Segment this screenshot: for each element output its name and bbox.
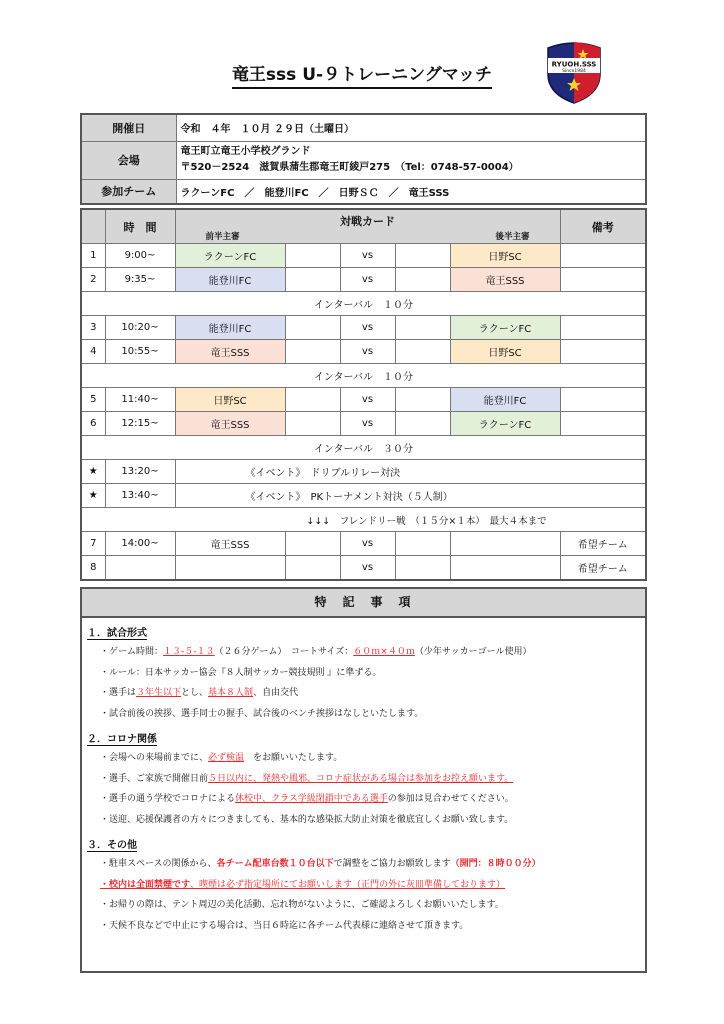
home-team: 竜王SSS xyxy=(175,412,285,436)
friendly-announcement: ↓↓↓ フレンドリー戦 （１５分×１本） 最大４本まで xyxy=(81,508,646,532)
away-team xyxy=(450,556,560,581)
table-row: 4 10:55~ 竜王SSS vs 日野SC xyxy=(81,340,646,364)
home-team: 能登川FC xyxy=(175,316,285,340)
interval-row: インターバル ３０分 xyxy=(81,436,646,460)
emblem-since: Since1984 xyxy=(562,69,586,74)
teams-value: ラクーンFC ／ 能登川FC ／ 日野ＳＣ ／ 竜王SSS xyxy=(176,179,646,204)
col-time: 時 間 xyxy=(105,209,175,244)
home-team: 竜王SSS xyxy=(175,340,285,364)
teams-label: 参加チーム xyxy=(81,179,176,204)
col-first-referee: 前半主審 xyxy=(205,232,240,242)
table-row: 2 9:35~ 能登川FC vs 竜王SSS xyxy=(81,268,646,292)
event-row: ★ 13:20~ 《イベント》 ドリブルリレー対決 xyxy=(81,460,646,484)
home-team: 竜王SSS xyxy=(175,532,285,556)
notes-header: 特 記 事 項 xyxy=(82,589,645,618)
table-row: 6 12:15~ 竜王SSS vs ラクーンFC xyxy=(81,412,646,436)
venue-name: 竜王町立竜王小学校グランド xyxy=(180,146,311,157)
date-value: 令和 ４年 １０月 ２９日（土曜日） xyxy=(176,114,646,141)
venue-address: 〒520－2524 滋賀県蒲生郡竜王町綾戸275 （Tel：0748-57-0004） xyxy=(180,162,519,173)
col-notes: 備考 xyxy=(560,209,646,244)
interval-row: インターバル １０分 xyxy=(81,292,646,316)
event-info-table xyxy=(80,113,647,205)
interval-row: インターバル １０分 xyxy=(81,364,646,388)
date-label: 開催日 xyxy=(81,114,176,141)
table-row: 3 10:20~ 能登川FC vs ラクーンFC xyxy=(81,316,646,340)
club-emblem xyxy=(545,40,603,104)
col-match: 対戦カード xyxy=(340,215,395,228)
away-team: 日野SC xyxy=(450,244,560,268)
away-team: 能登川FC xyxy=(450,388,560,412)
home-team: 能登川FC xyxy=(175,268,285,292)
away-team: 竜王SSS xyxy=(450,268,560,292)
page-title: 竜王sss U-９トレーニングマッチ xyxy=(0,60,724,85)
away-team: ラクーンFC xyxy=(450,316,560,340)
star-mark: ★ xyxy=(81,484,105,508)
table-row: 5 11:40~ 日野SC vs 能登川FC xyxy=(81,388,646,412)
section-match-format: １．試合形式 xyxy=(87,628,147,639)
special-notes-box: 特 記 事 項 １．試合形式 ・ゲーム時間：１３-５-１３（２６分ゲーム） コートサイズ：６０ｍ×４０ｍ（少年サッカーゴール使用） ・ルール：日本サッカー協会『８人制サッカー競技規則 』に準ずる。 ・選手は３年生以下とし、基本８人制、自由交代 ・試合前後の挨拶、選手同士の握手、試合後のベンチ挨拶はなしといたします。 ２．コロナ関係 ・会場への来場前までに、必ず検温 をお願いいたします。 ・選手、ご家族で開催日前５日以内に、発熱や風邪、コロナ症状がある場合は参加をお控え願います。 ・選手の通う学校でコロナによる休校中、クラス学級閉鎖中である選手の参加は見合わせてください。 ・送迎、応援保護者の方々につきましても、基本的な感染拡大防止対策を徹底宜しくお願い致します。 ３．その他 ・駐車スペースの関係から、各チーム配車台数１０台以下で調整をご協力お願致します（開門：８時００分） ・校内は全面禁煙です、喫煙は必ず指定場所にてお願いします（正門の外に灰皿準備しております） ・お帰りの際は、テント周辺の美化活動、忘れ物がないように、ご確認よろしくお願いいたします。 ・天候不良などで中止にする場合は、当日６時迄に各チーム代表様に連絡させて頂きます。 xyxy=(80,587,647,973)
home-team xyxy=(175,556,285,581)
match-schedule-table xyxy=(80,208,647,581)
away-team: 日野SC xyxy=(450,340,560,364)
venue-label: 会場 xyxy=(81,141,176,179)
event-row: ★ 13:40~ 《イベント》 PKトーナメント対決（５人制） xyxy=(81,484,646,508)
table-row: 1 9:00~ ラクーンFC vs 日野SC xyxy=(81,244,646,268)
col-second-referee: 後半主審 xyxy=(495,232,530,242)
home-team: 日野SC xyxy=(175,388,285,412)
star-mark: ★ xyxy=(81,460,105,484)
section-other: ３．その他 xyxy=(87,840,137,851)
section-covid: ２．コロナ関係 xyxy=(87,734,157,745)
home-team: ラクーンFC xyxy=(175,244,285,268)
emblem-text: RYUOH.SSS xyxy=(551,60,597,69)
away-team: ラクーンFC xyxy=(450,412,560,436)
table-row: 7 14:00~ 竜王SSS vs 希望チーム xyxy=(81,532,646,556)
away-team xyxy=(450,532,560,556)
table-row: 8 vs 希望チーム xyxy=(81,556,646,581)
